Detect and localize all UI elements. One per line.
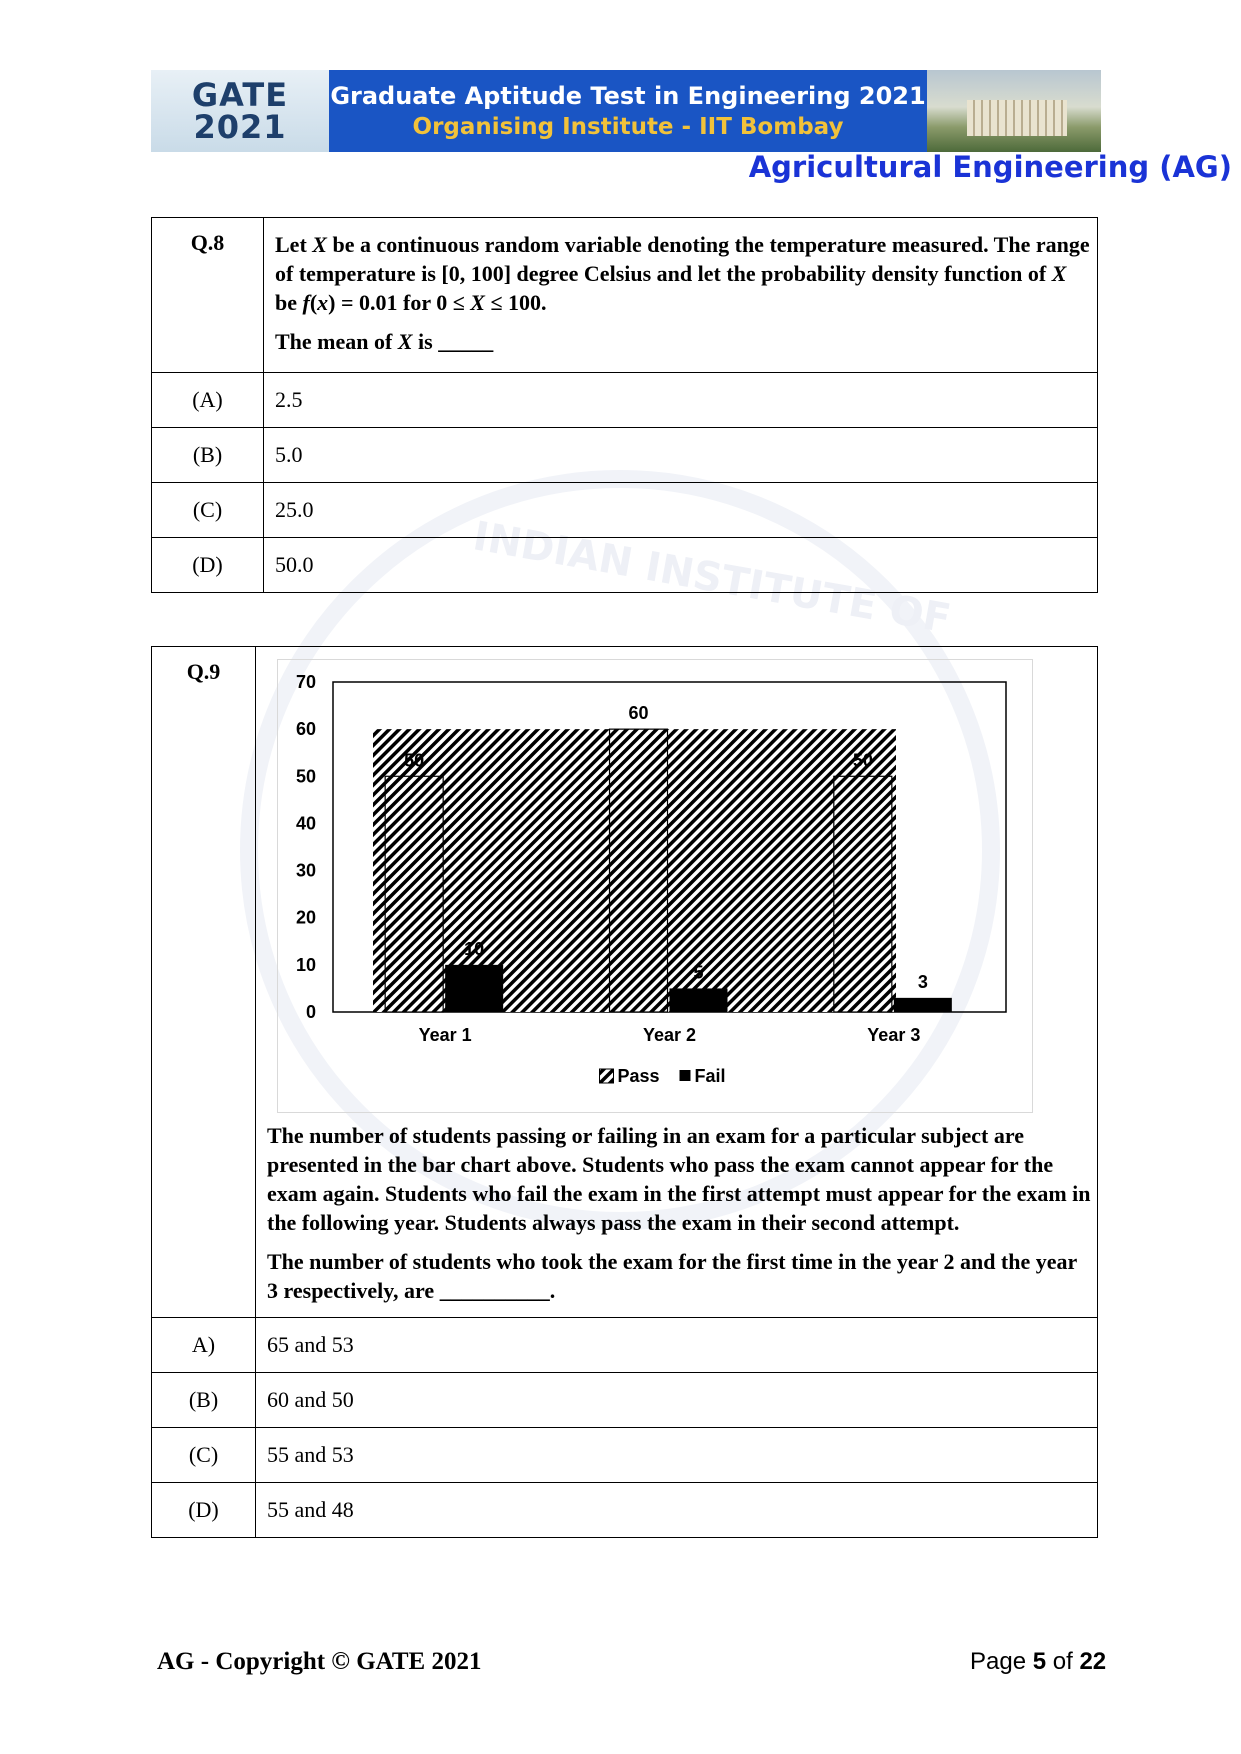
fail-bar [894,998,952,1012]
option-value: 60 and 50 [256,1373,1098,1428]
option-row[interactable] [152,1373,1098,1428]
pass-bar [834,776,892,1012]
option-value: 55 and 53 [256,1428,1098,1483]
y-tick-label: 10 [295,954,316,975]
campus-photo [927,70,1101,152]
footer-copyright: AG - Copyright © GATE 2021 [157,1648,482,1675]
x-tick-label: Year 2 [642,1025,697,1045]
y-tick-label: 30 [295,860,316,881]
banner-titles [329,70,927,152]
option-row[interactable] [152,483,1098,538]
building-image [967,100,1067,136]
option-row[interactable] [152,538,1098,593]
option-row[interactable] [152,1318,1098,1373]
option-value: 50.0 [264,538,1098,593]
option-row[interactable] [152,428,1098,483]
legend-fail-swatch [680,1070,691,1081]
pass-bar [610,729,668,1012]
banner-title: Graduate Aptitude Test in Engineering 2021 [330,82,926,110]
legend-pass-swatch [600,1069,614,1083]
fail-data-label: 5 [693,962,704,983]
option-value: 55 and 48 [256,1483,1098,1538]
option-label: (D) [152,538,264,593]
bar-chart [277,659,1033,1113]
option-row[interactable] [152,1428,1098,1483]
legend-fail-label: Fail [694,1066,726,1086]
logo-line2: 2021 [193,108,287,146]
gate-logo [151,70,329,152]
y-tick-label: 60 [295,719,316,740]
option-label: (A) [152,373,264,428]
header-banner [151,70,1101,152]
department-title: Agricultural Engineering (AG) [748,150,1232,184]
pass-bar [385,776,443,1012]
option-label: A) [152,1318,256,1373]
question-stem [256,647,1098,1318]
logo-line1: GATE [191,76,289,114]
option-value: 25.0 [264,483,1098,538]
q8-question-paragraph: The mean of X is _____ [275,329,494,354]
option-label: (B) [152,428,264,483]
watermark-text: INDIAN INSTITUTE OF [469,513,955,643]
option-value: 5.0 [264,428,1098,483]
pass-data-label: 50 [852,750,873,771]
option-row[interactable] [152,373,1098,428]
y-tick-label: 20 [295,907,316,928]
option-row[interactable] [152,1483,1098,1538]
x-tick-label: Year 1 [418,1025,472,1045]
question-stem [264,218,1098,373]
q8-stem-paragraph: Let X be a continuous random variable denoting the temperature measured. The range of temperature is [0, 100] degree Celsius and let the probability density function of X be f(x) = 0.01 for 0 ≤ X ≤ 100. [275,232,1090,315]
option-label: (B) [152,1373,256,1428]
banner-subtitle: Organising Institute - IIT Bombay [412,114,844,140]
pass-data-label: 60 [628,703,649,724]
bar-chart-svg [278,660,1032,1112]
option-label: (C) [152,483,264,538]
question-number: Q.9 [152,647,256,1318]
question-text [267,1113,1091,1317]
option-label: (D) [152,1483,256,1538]
fail-bar [445,965,503,1012]
fail-data-label: 3 [917,971,928,992]
x-tick-label: Year 3 [867,1025,921,1045]
y-tick-label: 50 [295,766,316,787]
fail-data-label: 10 [464,938,485,959]
q9-paragraph-2: The number of students who took the exam for the first time in the year 2 and the year 3 respectively, are __________. [267,1249,1077,1303]
y-tick-label: 70 [295,672,316,692]
legend-pass-label: Pass [617,1066,660,1086]
option-value: 2.5 [264,373,1098,428]
option-label: (C) [152,1428,256,1483]
pass-data-label: 50 [404,750,425,771]
q9-paragraph-1: The number of students passing or failing in an exam for a particular subject are presented in the bar chart above. Students who pass the exam cannot appear for the exam again. Students who fail the exam in the first attempt must appear for the exam in the following year. Students always pass the exam in their second attempt. [267,1123,1091,1235]
question-number: Q.8 [152,218,264,373]
question-9-table [151,646,1098,1538]
option-value: 65 and 53 [256,1318,1098,1373]
fail-bar [670,988,728,1012]
footer-page-number: Page 5 of 22 [970,1648,1107,1675]
question-8-table [151,217,1098,593]
y-tick-label: 40 [295,813,316,834]
y-tick-label: 0 [305,1002,316,1022]
